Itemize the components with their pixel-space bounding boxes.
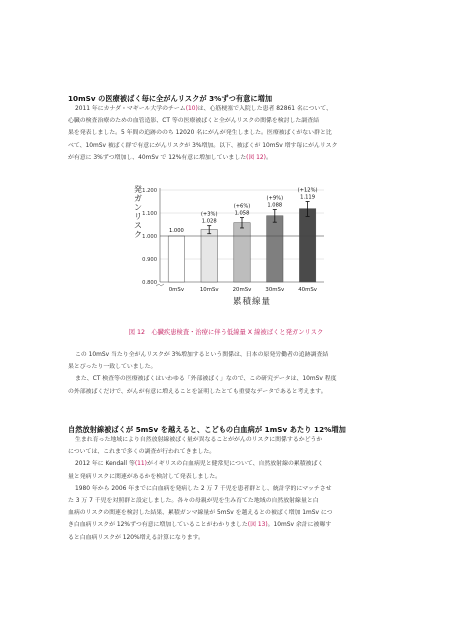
- data-label: 1.119: [300, 194, 316, 201]
- section1-heading: 10mSv の医療被ばく毎に全がんリスクが 3%ずつ有意に増加: [68, 94, 273, 103]
- x-tick-label: 0mSv: [168, 287, 185, 293]
- figure-12-chart: [132, 182, 332, 310]
- y-tick-label: 1.000: [142, 234, 157, 240]
- axis-break-mark: [156, 284, 164, 286]
- section1-line-3: 果を発表しました。5 年間の追跡ののち 12020 名にがんが発生しました。医療被ばくがない群と比: [68, 130, 332, 137]
- y-axis-label-char: ク: [134, 230, 142, 239]
- bar-10mSv: [201, 230, 217, 282]
- bar-0mSv: [168, 236, 184, 282]
- section1-line-1: 2011 年にカナダ・マギール大学のチーム(10)は、心筋梗塞で入院した患者 82861 名について、: [75, 106, 332, 112]
- bar-30mSv: [267, 216, 283, 282]
- increase-label: (+12%): [297, 187, 318, 194]
- data-label: 1.058: [234, 210, 250, 217]
- followup-line-2: 果とぴったり一致していました。: [68, 364, 157, 371]
- section2-line-6: た 3 万 7 千児を対照群と設定しました。各々の母親が児を生み育てた地域の自然放射線量と白: [68, 498, 319, 505]
- citation-ref-11: (11): [134, 461, 147, 468]
- section2-line-5: 1980 年から 2006 年までに白血病を発病した 2 万 7 千児を患者群とし、統計学的にマッチさせ: [75, 485, 332, 492]
- y-axis-label-char: ガ: [134, 194, 142, 203]
- section2-line-9: ると白血病リスクが 120%増える計算になります。: [68, 534, 204, 541]
- section2-line-8: き白血病リスクが 12%ずつ有意に増加していることがわかりました(図 13)。10mSv 余計に被曝す: [68, 522, 332, 529]
- data-label: 1.000: [168, 228, 184, 234]
- followup-line-3: また、CT 検査等の医療被ばくはいわゆる「外部被ばく」なので、この研究データは、10mSv 程度: [75, 376, 337, 383]
- x-tick-label: 20mSv: [232, 287, 252, 293]
- citation-ref-10: (10): [185, 106, 198, 112]
- x-tick-label: 30mSv: [265, 287, 285, 293]
- section1-line-4: べて、10mSv 被ばく群で有意にがんリスクが 3%増加。以下、被ばくが 10mSv 増す毎にがんリスク: [68, 142, 338, 149]
- section1-followup: [68, 349, 390, 398]
- section1-line-5: が有意に 3%ずつ増加し、40mSv で 12%有意に増加していました(図 12)。: [68, 154, 272, 161]
- y-tick-label: 1.200: [142, 188, 157, 194]
- section1-line-2: 心臓の検査治療のための血管造影、CT 等の医療被ばくと全がんリスクの関係を検討した調査結: [68, 118, 319, 125]
- y-tick-label: 0.800: [142, 280, 157, 286]
- section2-line-4: 量と発病リスクに関連があるかを検討して発表しました。: [68, 473, 222, 480]
- section2-line-7: 血病のリスクの関連を検討した結果、累積ガンマ線量が 5mSv を越えるとの被ばく増加 1mSv につ: [68, 510, 333, 517]
- section1-body: [68, 103, 390, 164]
- y-tick-label: 1.100: [142, 211, 157, 217]
- y-axis-label-char: ス: [134, 221, 142, 230]
- data-label: 1.088: [267, 202, 283, 209]
- increase-label: (+3%): [200, 211, 218, 218]
- section2-line-3: 2012 年に Kendall 等(11)がイギリスの白血病児と健常児について、自然放射線の累積被ばく: [75, 461, 324, 468]
- figure-ref-12: (図 12): [246, 154, 266, 161]
- y-axis-label-char: ン: [134, 203, 142, 212]
- bar-20mSv: [234, 223, 250, 282]
- x-tick-label: 10mSv: [199, 287, 219, 293]
- section2-line-1: 生まれ育った地域により自然放射線被ばく量が異なることががんのリスクに関係するかどうか: [75, 437, 323, 443]
- followup-line-4: の外部被ばくだけで、がんが有意に増えることを証明したとても重要なデータであると考えます。: [68, 388, 327, 395]
- y-axis-label-char: 発: [134, 185, 142, 194]
- bar-40mSv: [299, 209, 315, 282]
- section2-body: [68, 434, 390, 544]
- section2-line-2: については、これまで多くの調査が行われてきました。: [68, 449, 216, 456]
- figure-ref-13: (図 13): [247, 522, 268, 529]
- increase-label: (+9%): [266, 195, 284, 202]
- x-axis-label: 累積線量: [232, 297, 272, 307]
- figure-12-caption: 図 12 心臓疾患検査・治療に伴う低線量 X 線被ばくと発ガンリスク: [128, 329, 324, 336]
- increase-label: (+6%): [233, 203, 251, 210]
- data-label: 1.028: [201, 218, 217, 225]
- section2-heading: 自然放射線被ばくが 5mSv を越えると、こどもの白血病が 1mSv あたり 12%増加: [68, 425, 346, 434]
- y-tick-label: 0.900: [142, 257, 157, 263]
- x-tick-label: 40mSv: [298, 287, 317, 293]
- followup-line-1: この 10mSv 当たり全がんリスクが 3%増加するという関係は、日本の原発労働者の追跡調査結: [75, 352, 329, 358]
- y-axis-label-char: リ: [134, 212, 142, 221]
